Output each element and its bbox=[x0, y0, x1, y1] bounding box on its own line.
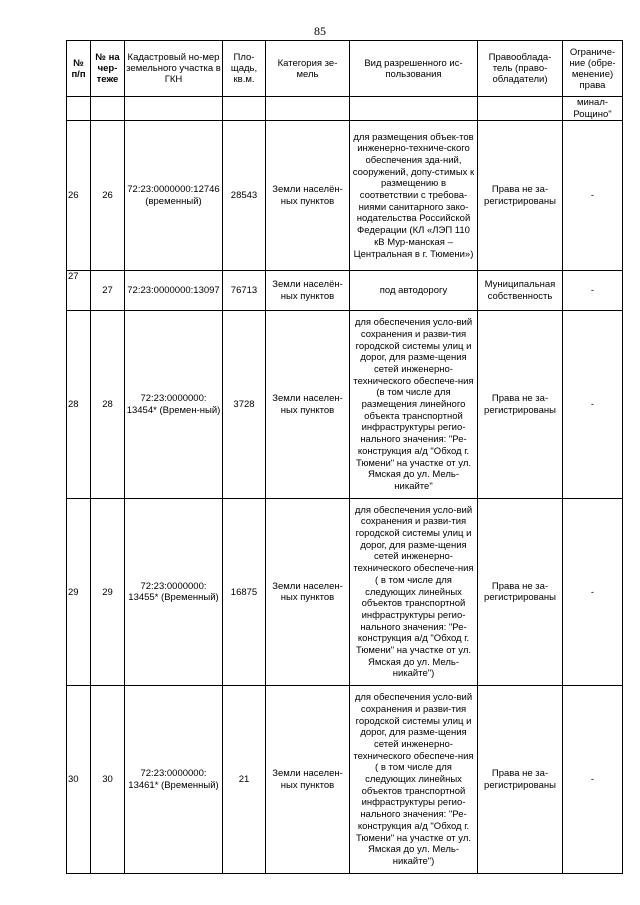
row-restriction: - bbox=[563, 311, 623, 499]
row-land-category: Земли населен-ных пунктов bbox=[266, 686, 350, 874]
header-drawing-num: № на чер-теже bbox=[91, 41, 125, 97]
table-row bbox=[67, 311, 623, 499]
header-rights-holder: Правооблада-тель (право-обладатели) bbox=[478, 41, 563, 97]
row-restriction: - bbox=[563, 121, 623, 271]
row-drawing-num: 27 bbox=[91, 271, 125, 311]
header-cadastral-number: Кадастровый но-мер земельного участка в ГКН bbox=[125, 41, 223, 97]
row-drawing-num: 29 bbox=[91, 499, 125, 686]
table-row bbox=[67, 686, 623, 874]
land-plots-table bbox=[66, 40, 623, 874]
row-cadastral-number: 72:23:0000000:12746 (временный) bbox=[125, 121, 223, 271]
row-cadastral-number: 72:23:0000000: 13461* (Временный) bbox=[125, 686, 223, 874]
header-area: Пло-щадь, кв.м. bbox=[223, 41, 266, 97]
row-cadastral-number: 72:23:0000000:13097 bbox=[125, 271, 223, 311]
row-num: 28 bbox=[67, 311, 91, 499]
row-num: 27 bbox=[67, 271, 91, 311]
row-rights-holder: Муниципальная собственность bbox=[478, 271, 563, 311]
page-number: 85 bbox=[314, 24, 326, 38]
header-permitted-use: Вид разрешенного ис-пользования bbox=[350, 41, 478, 97]
row-num: 29 bbox=[67, 499, 91, 686]
table-row bbox=[67, 121, 623, 271]
row-rights-holder: Права не за-регистрированы bbox=[478, 311, 563, 499]
row-area: 16875 bbox=[223, 499, 266, 686]
table-header-row bbox=[67, 41, 623, 97]
row-cadastral-number: 72:23:0000000: 13454* (Времен-ный) bbox=[125, 311, 223, 499]
row-land-category: Земли населен-ных пунктов bbox=[266, 499, 350, 686]
header-land-category: Категория зе-мель bbox=[266, 41, 350, 97]
row-restriction: - bbox=[563, 686, 623, 874]
row-area: 76713 bbox=[223, 271, 266, 311]
row-rights-holder: Права не за-регистрированы bbox=[478, 121, 563, 271]
row-permitted-use: для обеспечения усло-вий сохранения и разви-тия городской системы улиц и дорог, для разме-щения сетей инженерно-технического обеспече-ния ( в том числе для следующих линейных объектов транспортной инфраструктуры регио-нального значения: "Ре-конструкция а/д "Обход г. Тюмени" на участке от ул. Ямская до ул. Мель-никайте") bbox=[350, 686, 478, 874]
table-row bbox=[67, 499, 623, 686]
header-num: № п/п bbox=[67, 41, 91, 97]
row-land-category: Земли населен-ных пунктов bbox=[266, 311, 350, 499]
row-drawing-num: 26 bbox=[91, 121, 125, 271]
row-drawing-num: 28 bbox=[91, 311, 125, 499]
row-drawing-num: 30 bbox=[91, 686, 125, 874]
row-rights-holder: Права не за-регистрированы bbox=[478, 686, 563, 874]
row-rights-holder: Права не за-регистрированы bbox=[478, 499, 563, 686]
row-land-category: Земли населён-ных пунктов bbox=[266, 121, 350, 271]
continuation-row bbox=[67, 97, 623, 121]
row-land-category: Земли населён-ных пунктов bbox=[266, 271, 350, 311]
row-permitted-use: под автодорогу bbox=[350, 271, 478, 311]
header-restriction: Ограниче-ние (обре-менение) права bbox=[563, 41, 623, 97]
row-restriction: - bbox=[563, 499, 623, 686]
row-permitted-use: для обеспечения усло-вий сохранения и разви-тия городской системы улиц и дорог, для разме-щения сетей инженерно-технического обеспече-ния ( в том числе для следующих линейных объектов транспортной инфраструктуры регио-нального значения: "Ре-конструкция а/д "Обход г. Тюмени" на участке от ул. Ямская до ул. Мель-никайте") bbox=[350, 499, 478, 686]
row-area: 3728 bbox=[223, 311, 266, 499]
row-num: 26 bbox=[67, 121, 91, 271]
row-area: 28543 bbox=[223, 121, 266, 271]
row-area: 21 bbox=[223, 686, 266, 874]
row-cadastral-number: 72:23:0000000: 13455* (Временный) bbox=[125, 499, 223, 686]
row-num: 30 bbox=[67, 686, 91, 874]
row-restriction: - bbox=[563, 271, 623, 311]
continuation-restriction: минал-Рощино" bbox=[563, 97, 623, 121]
row-permitted-use: для обеспечения усло-вий сохранения и разви-тия городской системы улиц и дорог, для разме-щения сетей инженерно-технического обеспече-ния (в том числе для размещения линейного объекта транспортной инфраструктуры регио-нального значения: "Ре-конструкция а/д "Обход г. Тюмени" на участке от ул. Ямская до ул. Мель-никайте" bbox=[350, 311, 478, 499]
table-row bbox=[67, 271, 623, 311]
row-permitted-use: для размещения объек-тов инженерно-техниче-ского обеспечения зда-ний, сооружений, допу-стимых к размещению в соответствии с требова-ниями санитарного зако-нодательства Российской Федерации (КЛ «ЛЭП 110 кВ Мур-манская – Центральная в г. Тюмени») bbox=[350, 121, 478, 271]
